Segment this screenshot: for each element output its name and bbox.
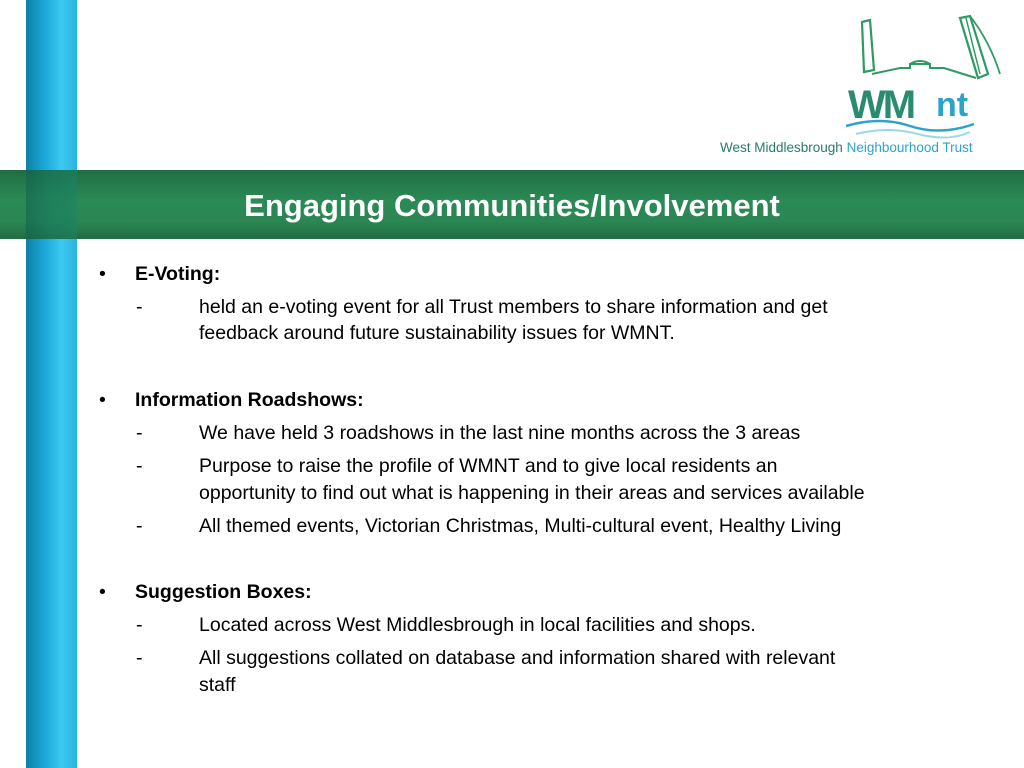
item-text: opportunity to find out what is happening in their areas and services available [199,482,865,504]
item-text: All themed events, Victorian Christmas, Multi-cultural event, Healthy Living [199,515,842,537]
slide-title: Engaging Communities/Involvement [244,188,780,223]
item-text: Located across West Middlesbrough in local facilities and shops. [199,614,756,636]
item-text: feedback around future sustainability issues for WMNT. [199,322,675,344]
logo-name-part1: West Middlesbrough [720,140,843,155]
section-heading: Suggestion Boxes: [135,581,312,603]
bullet: • [99,581,106,603]
section-heading: E-Voting: [135,263,221,285]
bullet: • [99,263,106,285]
bullet: • [99,389,106,411]
dash: - [136,515,143,537]
dash: - [136,455,143,477]
item-text: Purpose to raise the profile of WMNT and to give local residents an [199,455,778,477]
svg-text:nt: nt [936,86,969,124]
item-text: held an e-voting event for all Trust members to share information and get [199,296,828,318]
dash: - [136,614,143,636]
section-heading: Information Roadshows: [135,389,364,411]
logo-name-part2: Neighbourhood Trust [846,140,973,155]
item-text: All suggestions collated on database and information shared with relevant [199,647,836,669]
item-text: staff [199,674,236,696]
dash: - [136,647,143,669]
svg-text:WM: WM [848,83,914,127]
dash: - [136,422,143,444]
dash: - [136,296,143,318]
item-text: We have held 3 roadshows in the last nine months across the 3 areas [199,422,801,444]
